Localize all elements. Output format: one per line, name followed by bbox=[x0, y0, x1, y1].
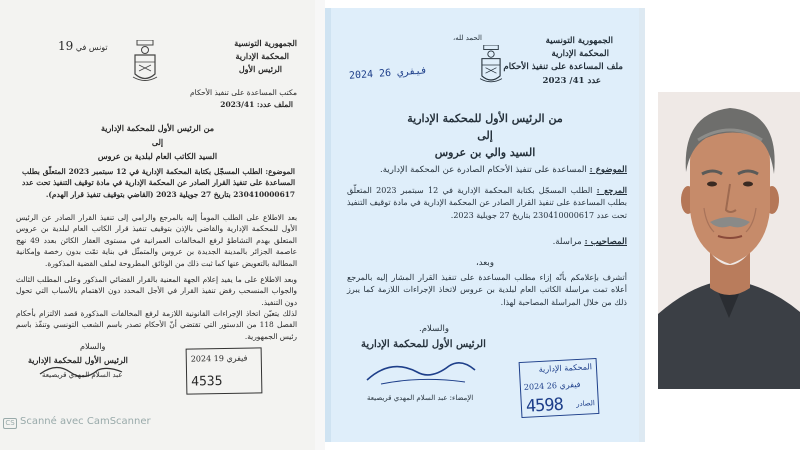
to-word: إلى bbox=[151, 137, 164, 147]
handwritten-reference: 2024 فيفري 26 bbox=[348, 65, 428, 82]
portrait-photo bbox=[658, 92, 800, 389]
republic-header: الجمهورية التونسية bbox=[545, 36, 613, 46]
office-line: ملف المساعدة على تنفيذ الأحكام bbox=[503, 62, 623, 72]
body-paragraph-3: لذلك يتعيّن اتخاذ الإجراءات القانونية اللازمة لرفع المخالفات المذكورة قصد الالتزام بأحكام الفصل 118 من الدستور التي تقتضي أنّ الأحكام تصدر باسم الشعب التونسي وتنفّذ باسم رئيس الجمهورية. bbox=[16, 309, 298, 341]
signature-title: الرئيس الأول للمحكمة الإدارية bbox=[361, 339, 486, 350]
reference-paragraph: المرجع : الطلب المسجّل بكتابة المحكمة الإدارية في 12 سبتمبر 2023 المتعلّق بطلب المساعدة على تنفيذ القرار الصادر عن المحكمة الإدارية في مادة توقيف التنفيذ تحت عدد 230410000617 بتاريخ 27 جويلية 2023. bbox=[347, 185, 627, 220]
signature-name: عبد السلام المهدي قريصيعة bbox=[42, 371, 123, 379]
signature-name: الإمضاء: عبد السلام المهدي قريصيعة bbox=[367, 394, 474, 402]
greeting: وبعد، bbox=[476, 258, 494, 268]
camscanner-watermark: CS Scanné avec CamScanner bbox=[3, 416, 151, 429]
president-header: الرئيس الأول bbox=[238, 64, 282, 74]
tunisia-emblem-icon bbox=[479, 45, 503, 85]
tunisia-emblem-icon bbox=[132, 40, 158, 84]
file-number: الملف عدد: 2023/41 bbox=[220, 100, 293, 109]
addressee: السيد الكاتب العام لبلدية بن عروس bbox=[97, 151, 218, 161]
signature-title: الرئيس الأول للمحكمة الإدارية bbox=[28, 355, 128, 365]
document-paper bbox=[331, 8, 639, 442]
body-paragraph: أتشرف بإعلامكم بأنّه إزاء مطلب المساعدة على تنفيذ القرار المشار إليه بالمرجع أعلاه تمت مراسلة الكاتب العام لبلدية بن عروس لاتخاذ الإجراءات اللازمة كما يبرز ذلك من خلال المراسلة المصاحبة لهذا. bbox=[347, 273, 627, 307]
from-line: من الرئيس الأول للمحكمة الإدارية bbox=[407, 112, 563, 125]
from-line: من الرئيس الأول للمحكمة الإدارية bbox=[100, 123, 215, 133]
praise-line: الحمد لله، bbox=[453, 34, 483, 42]
middle-document bbox=[325, 8, 645, 442]
subject-line: الموضوع : المساعدة على تنفيذ الأحكام الصادرة عن المحكمة الإدارية. bbox=[379, 165, 627, 175]
to-word: إلى bbox=[477, 129, 493, 142]
closing: والسلام. bbox=[419, 324, 450, 334]
signature-scribble-icon bbox=[361, 354, 481, 390]
left-document bbox=[0, 0, 315, 450]
outgoing-stamp: المحكمة الإدارية 2024 فيفري 26 4598 الصادر bbox=[519, 358, 600, 418]
body-paragraph-2: وبعد الاطلاع على ما يفيد إعلام الجهة المعنية بالقرار القضائي المذكور وعلى المطلب الثالث والجواب المنسحب رفض تنفيذ القرار في الأجل المحدد دون الاهتمام بالأسباب التي تحول دون التنفيذ. bbox=[16, 275, 297, 307]
office-line: مكتب المساعدة على تنفيذ الأحكام bbox=[190, 88, 297, 97]
date-stamp: 2024 فيفري 19 4535 bbox=[186, 347, 263, 394]
camscanner-icon: CS bbox=[3, 418, 17, 429]
file-number: عدد 41/ 2023 bbox=[542, 76, 601, 86]
man-portrait-icon bbox=[658, 92, 800, 389]
court-header: المحكمة الإدارية bbox=[551, 49, 609, 59]
republic-header: الجمهورية التونسية bbox=[234, 38, 297, 48]
closing: والسلام bbox=[80, 342, 106, 351]
court-header: المحكمة الإدارية bbox=[235, 51, 289, 61]
separator bbox=[315, 0, 325, 450]
subject-paragraph: الموضوع: الطلب المسجّل بكتابة المحكمة الإدارية في 12 سبتمبر 2023 المتعلّق بطلب المساعدة على تنفيذ القرار الصادر عن المحكمة الإدارية في مادة توقيف التنفيذ تحت عدد 230410000617 بتاريخ 27 جويلية 2023 (القاضي بتوقيف تنفيذ قرار الهدم). bbox=[22, 167, 295, 199]
addressee: السيد والي بن عروس bbox=[434, 146, 536, 159]
place-date: تونس في 19 bbox=[58, 39, 108, 53]
body-paragraph-1: بعد الاطلاع على الطلب المومأ إليه بالمرجع والرامي إلى تنفيذ القرار الصادر عن الرئيس الأول للمحكمة الإدارية والقاضي بالإذن بتوقيف تنفيذ قرار الكاتب العام لبلدية بن عروس المتعلق بهدم التشاطؤ لرفع المخالفات العمرانية في مستوى العقار الكائن بعدد 49 نهج عاصمة الجزائر بالمدينة الجديدة بن عروس والمتمثّل في بناية تمّت بدون رخصة وإمكانية المطالبة بالتعويض عنها كما ثبت ذلك من الوثائق المطروحة لملف القضية المذكورة. bbox=[16, 213, 297, 268]
attachments-line: المصاحيب : مراسلة. bbox=[552, 237, 627, 247]
